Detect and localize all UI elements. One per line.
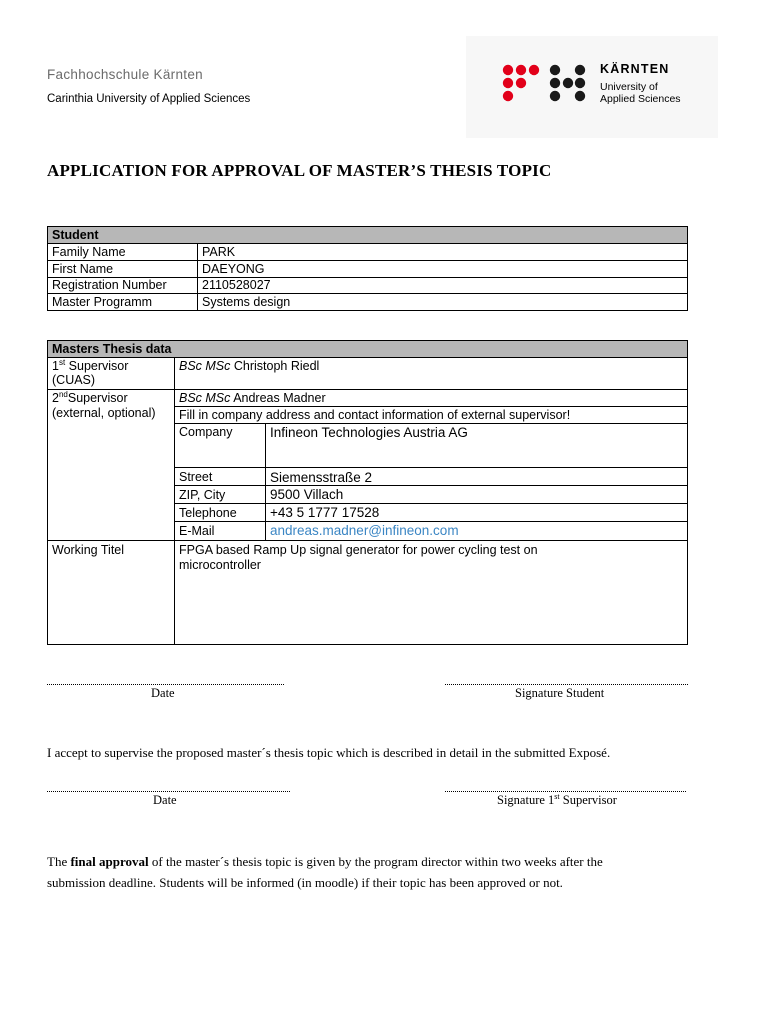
thesis-data-table	[47, 340, 688, 645]
first-name-label: First Name	[52, 262, 114, 276]
company-value: Infineon Technologies Austria AG	[270, 425, 468, 440]
second-supervisor-value: BSc MSc Andreas Madner	[179, 391, 326, 405]
student-table-header	[48, 227, 687, 244]
family-name-value: PARK	[202, 245, 236, 259]
supervisor-signature-line	[445, 791, 686, 792]
university-name-english: Carinthia University of Applied Sciences	[47, 93, 251, 105]
logo-dot	[575, 65, 585, 75]
logo-wordmark: KÄRNTEN	[600, 62, 670, 76]
logo-dot	[575, 78, 585, 88]
date-label-2: Date	[153, 793, 177, 807]
second-supervisor-label: 2ndSupervisor	[52, 389, 128, 405]
logo-dot	[503, 65, 513, 75]
date-signature-line-2	[47, 791, 290, 792]
thesis-table-header-label: Masters Thesis data	[52, 342, 172, 356]
street-label: Street	[179, 470, 213, 484]
working-title-line2: microcontroller	[179, 558, 261, 572]
logo-dot	[516, 65, 526, 75]
street-value: Siemensstraße 2	[270, 470, 373, 485]
family-name-label: Family Name	[52, 245, 126, 259]
logo-dot	[575, 91, 585, 101]
logo-dot	[550, 91, 560, 101]
student-table	[47, 226, 688, 311]
second-supervisor-label-optional: (external, optional)	[52, 406, 156, 420]
logo-dot	[529, 65, 539, 75]
university-logo-dots	[500, 60, 596, 106]
date-label: Date	[151, 686, 175, 700]
master-programm-label: Master Programm	[52, 295, 153, 309]
first-supervisor-label-cuas: (CUAS)	[52, 373, 96, 387]
logo-subtitle-line2: Applied Sciences	[600, 93, 681, 105]
external-supervisor-instruction: Fill in company address and contact information of external supervisor!	[179, 408, 571, 422]
student-signature-line	[445, 684, 688, 685]
logo-subtitle-line1: University of	[600, 81, 658, 93]
email-label: E-Mail	[179, 524, 215, 538]
supervisor-acceptance-text: I accept to supervise the proposed master´s thesis topic which is described in detail in the submitted Exposé.	[47, 745, 611, 760]
registration-number-label: Registration Number	[52, 278, 167, 292]
logo-dot	[503, 78, 513, 88]
email-link[interactable]: andreas.madner@infineon.com	[270, 523, 459, 538]
zip-city-label: ZIP, City	[179, 488, 226, 502]
logo-dot	[563, 78, 573, 88]
page-title: APPLICATION FOR APPROVAL OF MASTER’S THESIS TOPIC	[47, 161, 552, 180]
logo-dot	[516, 78, 526, 88]
logo-dot	[550, 65, 560, 75]
working-title-label: Working Titel	[52, 543, 125, 557]
logo-dot	[550, 78, 560, 88]
logo-dot	[503, 91, 513, 101]
zip-city-value: 9500 Villach	[270, 487, 344, 502]
supervisor-signature-label: Signature 1st Supervisor	[497, 791, 617, 807]
registration-number-value: 2110528027	[202, 278, 271, 292]
first-supervisor-value: BSc MSc Christoph Riedl	[179, 359, 320, 373]
student-signature-label: Signature Student	[515, 686, 605, 700]
date-signature-line	[47, 684, 284, 685]
final-approval-note: The final approval of the master´s thesis topic is given by the program director within two weeks after the submission deadline. Students will be informed (in moodle) if their topic has been approved or not.	[47, 854, 603, 890]
first-name-value: DAEYONG	[202, 262, 265, 276]
company-label: Company	[179, 425, 233, 439]
working-title-line1: FPGA based Ramp Up signal generator for power cycling test on	[179, 543, 538, 557]
first-supervisor-label: 1st Supervisor	[52, 357, 129, 373]
telephone-label: Telephone	[179, 506, 237, 520]
logo-subtitle	[600, 81, 681, 105]
university-name-german: Fachhochschule Kärnten	[47, 67, 203, 82]
student-table-header-label: Student	[52, 228, 99, 242]
telephone-value: +43 5 1777 17528	[270, 505, 380, 520]
master-programm-value: Systems design	[202, 295, 291, 309]
